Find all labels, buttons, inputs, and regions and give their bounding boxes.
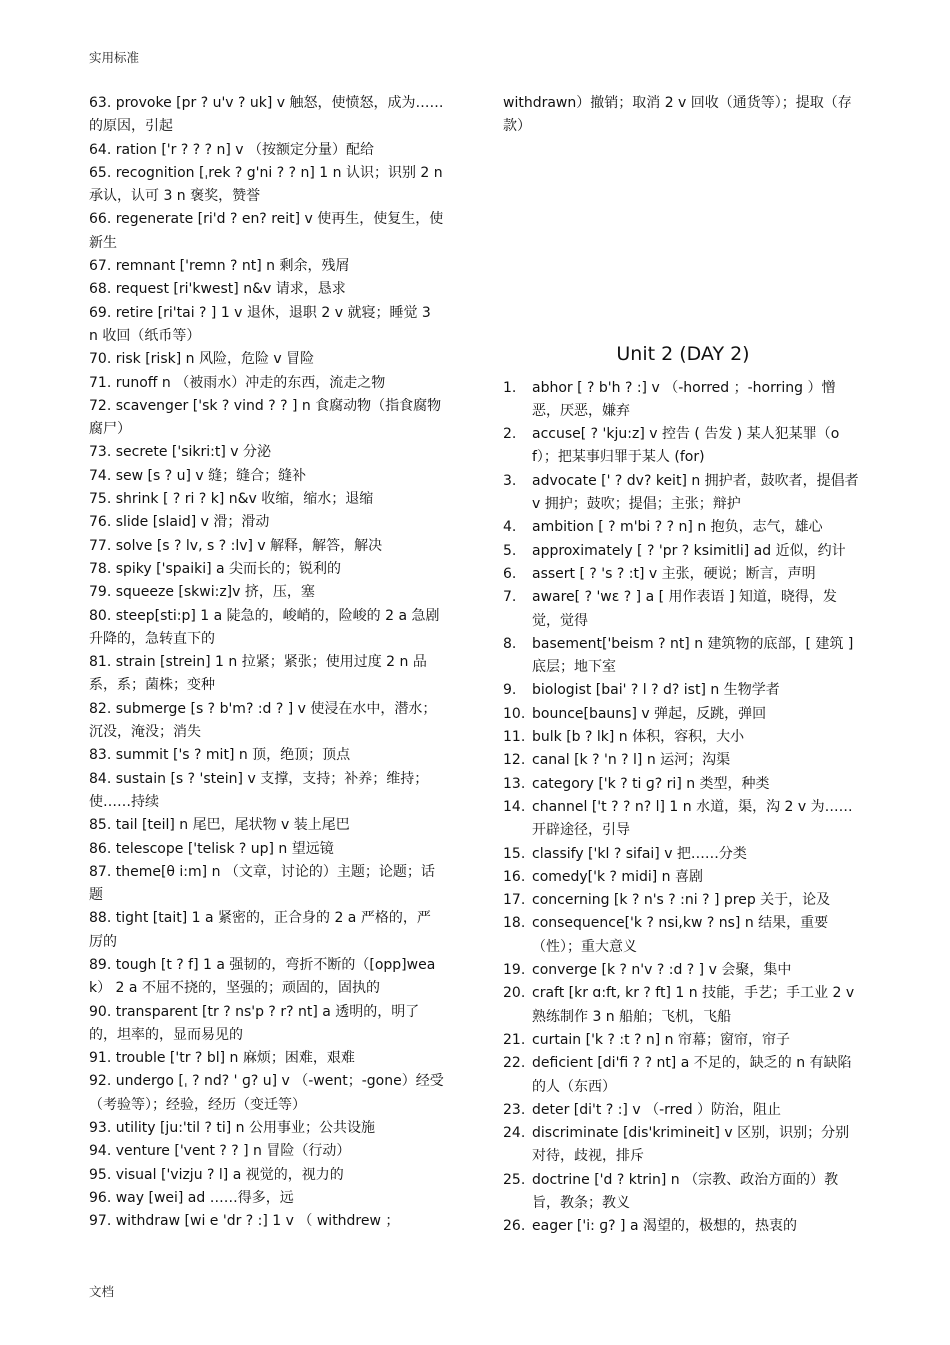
vocab-entry: 83. summit ['s ? mit] n 顶，绝顶；顶点 [89, 747, 351, 764]
page-footer: 文档 [89, 1284, 115, 1299]
vocab-item [503, 843, 863, 866]
item-number: 2. [503, 426, 517, 443]
item-text: approximately [ ? 'pr ? ksimitli] ad 近似，约计 [532, 542, 846, 559]
vocab-item [503, 377, 863, 424]
item-text: abhor [ ? b'h ? :] v （-horred ；-horring ）憎恶，厌恶，嫌弃 [532, 379, 836, 419]
item-text: doctrine ['d ? ktrin] n （宗教、政治方面的）教旨，教条；教义 [532, 1171, 839, 1211]
item-number: 23. [503, 1101, 526, 1118]
item-number: 26. [503, 1218, 526, 1235]
vocab-item [503, 586, 863, 633]
item-number: 21. [503, 1031, 526, 1048]
unit-title: Unit 2 (DAY 2) [616, 342, 750, 365]
vocab-entry: 75. shrink [ ? ri ? k] n&v 收缩，缩水；退缩 [89, 491, 374, 508]
item-number: 10. [503, 705, 526, 722]
vocab-entry: 93. utility [ju:'til ? ti] n 公用事业；公共设施 [89, 1120, 375, 1137]
vocab-entry: 96. way [wei] ad ……得多，远 [89, 1189, 294, 1206]
vocab-entry: 94. venture ['vent ? ? ] n 冒险（行动） [89, 1143, 351, 1160]
vocab-entry: 91. trouble ['tr ? bl] n 麻烦；困难，艰难 [89, 1050, 355, 1067]
item-number: 20. [503, 985, 526, 1002]
vocab-entry: 90. transparent [tr ? ns'p ? r? nt] a 透明的，明了的，坦率的，显而易见的 [89, 1003, 420, 1043]
vocab-item [503, 1052, 863, 1099]
item-text: bounce[bauns] v 弹起，反跳，弹回 [532, 705, 767, 722]
vocab-item [503, 889, 863, 912]
item-text: comedy['k ? midi] n 喜剧 [532, 868, 703, 885]
vocab-item [503, 749, 863, 772]
vocab-entry: 70. risk [risk] n 风险，危险 v 冒险 [89, 351, 315, 368]
item-number: 4. [503, 519, 517, 536]
vocab-item [503, 726, 863, 749]
vocab-entry: 86. telescope ['telisk ? up] n 望远镜 [89, 840, 334, 857]
page-header: 实用标准 [89, 50, 140, 65]
left-column [89, 92, 444, 1234]
vocab-entry: 65. recognition [ˌrek ? g'ni ? ? n] 1 n 认识；识别 2 n 承认，认可 3 n 褒奖，赞誉 [89, 164, 443, 205]
item-number: 9. [503, 682, 517, 699]
item-number: 17. [503, 892, 526, 909]
item-text: accuse[ ? 'kju:z] v 控告 ( 告发 ) 某人犯某罪（of）；把某事归罪于某人 (for) [532, 426, 840, 466]
item-text: bulk [b ? lk] n 体积，容积，大小 [532, 729, 745, 746]
item-number: 8. [503, 635, 517, 652]
vocab-entry: 89. tough [t ? f] 1 a 强韧的，弯折不断的（[opp]weak） 2 a 不屈不挠的，坚强的；顽固的，固执的 [89, 956, 436, 997]
item-text: deficient [di'fi ? ? nt] a 不足的，缺乏的 n 有缺陷的人（东西） [532, 1055, 852, 1095]
vocab-item [503, 540, 863, 563]
item-text: ambition [ ? m'bi ? ? n] n 抱负，志气，雄心 [532, 519, 823, 536]
vocab-entry: 92. undergo [ˌ ? nd? ' ɡ? u] v （-went；-gone）经受（考验等）；经验，经历（变迁等） [89, 1073, 444, 1113]
item-number: 5. [503, 542, 517, 559]
vocab-entry: 64. ration ['r ? ? ? n] v （按额定分量）配给 [89, 141, 374, 158]
continued-entry: withdrawn）撤销；取消 2 v 回收（通货等）；提取（存款） [503, 95, 852, 135]
item-number: 25. [503, 1171, 526, 1188]
vocab-entry: 66. regenerate [ri'd ? en? reit] v 使再生，使复生，使新生 [89, 211, 444, 251]
item-text: channel ['t ? ? n? l] 1 n 水道，渠，沟 2 v 为……开辟途径，引导 [532, 798, 853, 839]
item-number: 24. [503, 1125, 526, 1142]
vocab-item [503, 1169, 863, 1216]
vocab-item [503, 773, 863, 796]
item-text: curtain ['k ? :t ? n] n 帘幕；窗帘，帘子 [532, 1031, 791, 1048]
item-text: advocate [' ? dv? keit] n 拥护者，鼓吹者，提倡者 v 拥护；鼓吹；提倡；主张；辩护 [532, 472, 859, 513]
item-text: aware[ ? 'wɛ ? ] a [ 用作表语 ] 知道，晓得，发觉，觉得 [532, 589, 837, 629]
vocab-entry: 68. request [ri'kwest] n&v 请求，恳求 [89, 281, 346, 298]
vocab-entry: 67. remnant ['remn ? nt] n 剩余，残屑 [89, 258, 350, 275]
vocab-entry: 63. provoke [pr ? u'v ? uk] v 触怒，使愤怒，成为……的原因，引起 [89, 95, 444, 135]
vocab-item [503, 679, 863, 702]
vocab-item [503, 1099, 863, 1122]
item-number: 6. [503, 565, 517, 582]
vocab-item [503, 516, 863, 539]
vocab-entry: 69. retire [ri'tai ? ] 1 v 退休，退职 2 v 就寝；睡觉 3 n 收回（纸币等） [89, 304, 431, 344]
item-number: 18. [503, 915, 526, 932]
vocab-item [503, 563, 863, 586]
vocab-entry: 74. sew [s ? u] v 缝；缝合；缝补 [89, 467, 307, 484]
item-text: concerning [k ? n's ? :ni ? ] prep 关于，论及 [532, 892, 831, 909]
vocab-item [503, 959, 863, 982]
item-number: 12. [503, 752, 526, 769]
item-number: 13. [503, 775, 526, 792]
item-number: 15. [503, 845, 526, 862]
vocab-entry: 72. scavenger ['sk ? vind ? ? ] n 食腐动物（指食腐物腐尸） [89, 397, 442, 438]
item-text: canal [k ? 'n ? l] n 运河；沟渠 [532, 752, 731, 769]
vocab-item [503, 1215, 863, 1238]
vocab-entry: 97. withdraw [wi e 'dr ? :] 1 v （ withdrew ； [89, 1213, 400, 1230]
vocab-entry: 80. steep[sti:p] 1 a 陡急的，峻峭的，险峻的 2 a 急剧升降的，急转直下的 [89, 607, 440, 647]
item-text: consequence['k ? nsi,kw ? ns] n 结果，重要（性）；重大意义 [532, 915, 829, 955]
vocab-entry: 82. submerge [s ? b'm? :d ? ] v 使浸在水中，潜水；沉没，淹没；消失 [89, 700, 437, 741]
vocab-item [503, 423, 863, 470]
item-number: 14. [503, 798, 526, 815]
item-number: 19. [503, 962, 526, 979]
item-text: craft [kr ɑ:ft, kr ? ft] 1 n 技能，手艺；手工业 2 v 熟练制作 3 n 船舶；飞机，飞船 [532, 985, 855, 1025]
item-text: category ['k ? ti ɡ? ri] n 类型，种类 [532, 775, 770, 792]
item-number: 16. [503, 868, 526, 885]
vocab-entry: 84. sustain [s ? 'stein] v 支撑，支持；补养；维持；使……持续 [89, 770, 429, 810]
word-list [503, 377, 863, 1239]
right-column [503, 92, 863, 1239]
vocab-item [503, 982, 863, 1029]
vocab-entry: 71. runoff n （被雨水）冲走的东西，流走之物 [89, 374, 386, 391]
vocab-entry: 85. tail [teil] n 尾巴，尾状物 v 装上尾巴 [89, 817, 350, 834]
vocab-item [503, 866, 863, 889]
vocab-entry: 78. spiky ['spaiki] a 尖而长的；锐利的 [89, 560, 342, 577]
item-text: converge [k ? n'v ? :d ? ] v 会聚，集中 [532, 962, 792, 979]
vocab-item [503, 796, 863, 843]
vocab-entry: 95. visual ['vizju ? l] a 视觉的，视力的 [89, 1166, 344, 1183]
vocab-entry: 87. theme[θ i:m] n （文章，讨论的）主题；论题；话题 [89, 863, 435, 904]
item-text: assert [ ? 's ? :t] v 主张，硬说；断言，声明 [532, 565, 816, 582]
vocab-entry: 73. secrete ['sikri:t] v 分泌 [89, 444, 272, 461]
item-text: basement['beism ? nt] n 建筑物的底部，[ 建筑 ] 底层；地下室 [532, 635, 854, 676]
vocab-entry: 81. strain [strein] 1 n 拉紧；紧张；使用过度 2 n 品系，系；菌株；变种 [89, 654, 427, 694]
item-text: classify ['kl ? sifai] v 把……分类 [532, 845, 747, 862]
vocab-entry: 88. tight [tait] 1 a 紧密的，正合身的 2 a 严格的，严厉的 [89, 910, 431, 950]
vocab-entry: 76. slide [slaid] v 滑；滑动 [89, 514, 270, 531]
vocab-entry: 77. solve [s ? lv, s ? :lv] v 解释，解答，解决 [89, 537, 383, 554]
item-number: 3. [503, 472, 517, 489]
item-number: 11. [503, 729, 526, 746]
item-text: discriminate [dis'krimineit] v 区别，识别；分别对待，歧视，排斥 [532, 1125, 850, 1165]
vocab-entry: 79. squeeze [skwi:z]v 挤，压，塞 [89, 584, 315, 601]
item-text: deter [di't ? :] v （-rred ）防治，阻止 [532, 1101, 782, 1118]
vocab-item [503, 1029, 863, 1052]
vocab-item [503, 703, 863, 726]
vocab-item [503, 1122, 863, 1169]
item-number: 1. [503, 379, 517, 396]
item-number: 22. [503, 1055, 526, 1072]
vocab-item [503, 912, 863, 959]
vocab-item [503, 633, 863, 680]
vocab-item [503, 470, 863, 517]
item-text: biologist [bai' ? l ? d? ist] n 生物学者 [532, 682, 780, 699]
item-number: 7. [503, 589, 517, 606]
item-text: eager ['i: ɡ? ] a 渴望的，极想的，热衷的 [532, 1218, 797, 1235]
